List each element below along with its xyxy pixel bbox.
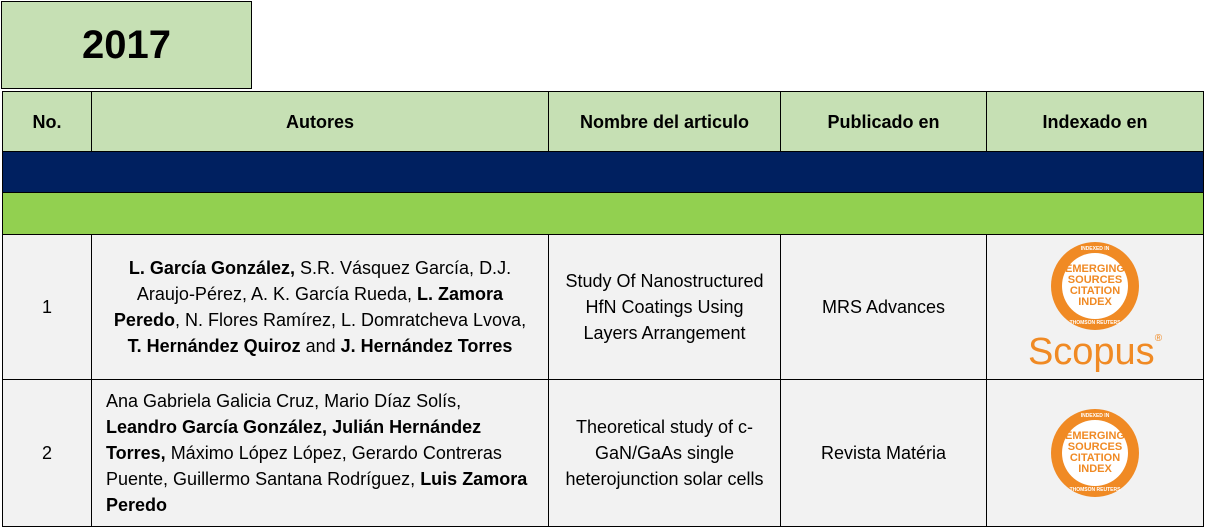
esci-logo [1051,242,1139,330]
author-segment: Luis Zamora Peredo [106,469,528,515]
row-1-logos [1028,242,1162,372]
row-2-authors [91,379,549,527]
header-authors: Autores [91,91,549,152]
author-segment: Máximo López López, Gerardo Contreras Puente, Guillermo Santana Rodríguez, [106,443,502,489]
esci-line-3: CITATION [1069,285,1121,297]
header-published: Publicado en [780,91,987,152]
row-2-article: Theoretical study of c-GaN/GaAs single heterojunction solar cells [548,379,781,527]
esci-top-text: INDEXED IN [1080,246,1110,252]
author-segment: and [300,336,341,356]
scopus-mark: ® [1154,333,1163,344]
row-1-no: 1 [2,234,92,380]
author-segment: , N. Flores Ramírez, L. Domratcheva Lvova, [174,310,527,330]
year-title: 2017 [1,1,252,89]
author-segment: L. García González, [128,258,295,278]
navy-band [2,151,1204,193]
header-article: Nombre del articulo [548,91,781,152]
esci-line-2: SOURCES [1067,441,1123,453]
author-segment: Ana Gabriela Galicia Cruz, Mario Díaz Solís, [106,391,462,411]
esci-logo [1051,409,1139,497]
header-indexed: Indexado en [986,91,1204,152]
scopus-logo [1028,332,1162,372]
scopus-text: Scopus [1027,331,1155,373]
author-segment: J. Hernández Torres [340,336,513,356]
author-segment: L. Zamora Peredo [113,284,504,330]
row-1-published: MRS Advances [780,234,987,380]
author-text [110,255,530,359]
esci-line-1: EMERGING [1065,430,1125,442]
esci-bottom-text: THOMSON REUTERS [1069,320,1121,326]
author-segment: T. Hernández Quiroz [127,336,301,356]
author-text [106,388,530,518]
header-no: No. [2,91,92,152]
row-2-indexed [986,379,1204,527]
row-2-published: Revista Matéria [780,379,987,527]
row-2-no: 2 [2,379,92,527]
esci-line-1: EMERGING [1065,263,1125,275]
author-segment: Leandro García González, Julián Hernández Torres, [106,417,482,463]
row-1-authors [91,234,549,380]
esci-top-text: INDEXED IN [1080,413,1110,419]
esci-line-4: INDEX [1078,463,1112,475]
esci-line-4: INDEX [1078,296,1112,308]
green-band [2,192,1204,235]
author-segment: S.R. Vásquez García, D.J. Araujo-Pérez, A. K. García Rueda, [136,258,512,304]
row-1-indexed [986,234,1204,380]
esci-line-3: CITATION [1069,452,1121,464]
esci-line-2: SOURCES [1067,274,1123,286]
row-1-article: Study Of Nanostructured HfN Coatings Using Layers Arrangement [548,234,781,380]
publications-table [2,91,1204,527]
esci-bottom-text: THOMSON REUTERS [1069,487,1121,493]
